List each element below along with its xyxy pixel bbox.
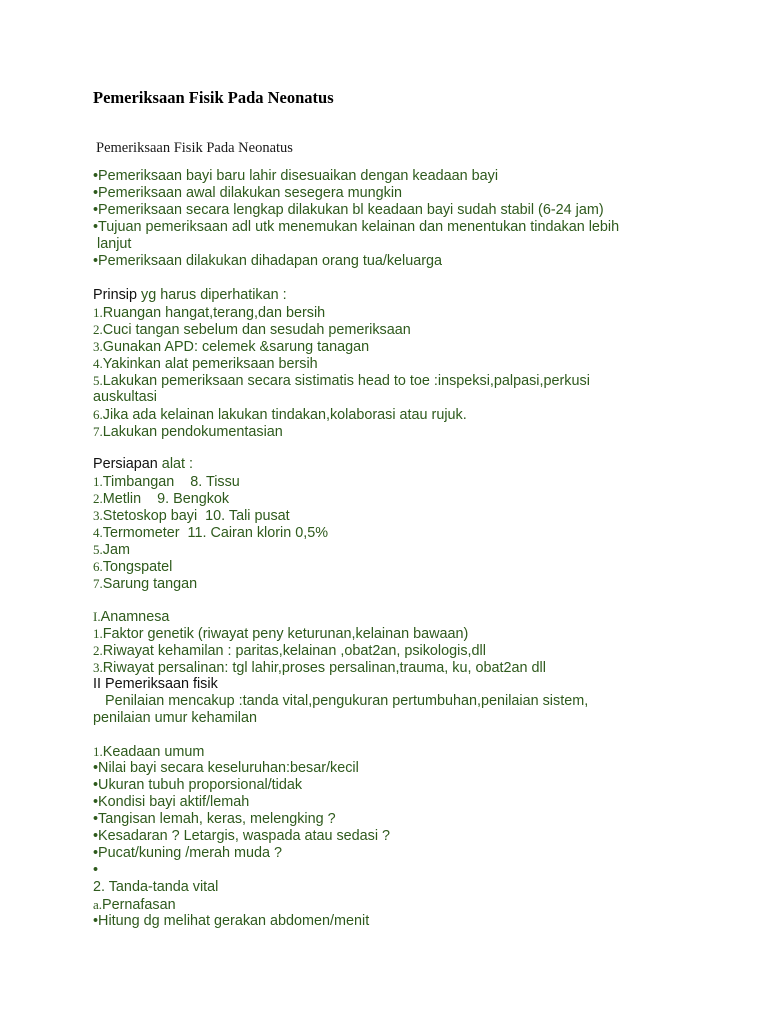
section-heading-pemeriksaan-fisik: II Pemeriksaan fisik (93, 676, 218, 692)
list-item: •Tangisan lemah, keras, melengking ? (93, 811, 336, 827)
document-subtitle: Pemeriksaan Fisik Pada Neonatus (96, 140, 293, 156)
list-item: 6.Tongspatel (93, 559, 173, 575)
section-heading-tanda-vital: 2. Tanda-tanda vital (93, 879, 219, 895)
list-item: • (93, 862, 99, 878)
list-item: •Tujuan pemeriksaan adl utk menemukan kelainan dan menentukan tindakan lebih (93, 219, 620, 235)
section-heading-prinsip: Prinsip yg harus diperhatikan : (93, 287, 287, 303)
list-item: 5.Jam (93, 542, 130, 558)
list-item: 1.Timbangan 8. Tissu (93, 474, 240, 490)
list-item: 1.Ruangan hangat,terang,dan bersih (93, 305, 326, 321)
list-item: 3.Riwayat persalinan: tgl lahir,proses persalinan,trauma, ku, obat2an dll (93, 660, 546, 676)
list-item: •Pemeriksaan bayi baru lahir disesuaikan dengan keadaan bayi (93, 168, 499, 184)
document-title: Pemeriksaan Fisik Pada Neonatus (93, 88, 334, 107)
list-item: 6.Jika ada kelainan lakukan tindakan,kolaborasi atau rujuk. (93, 407, 467, 423)
list-item: •Ukuran tubuh proporsional/tidak (93, 777, 303, 793)
list-item: •Pucat/kuning /merah muda ? (93, 845, 283, 861)
section-heading-persiapan: Persiapan alat : (93, 456, 194, 472)
list-item: •Kesadaran ? Letargis, waspada atau sedasi ? (93, 828, 391, 844)
list-item: 2.Metlin 9. Bengkok (93, 491, 230, 507)
list-item: •Hitung dg melihat gerakan abdomen/menit (93, 913, 370, 929)
list-item: 4.Yakinkan alat pemeriksaan bersih (93, 356, 318, 372)
list-item: •Nilai bayi secara keseluruhan:besar/kecil (93, 760, 359, 776)
list-item: 5.Lakukan pemeriksaan secara sistimatis head to toe :inspeksi,palpasi,perkusi (93, 373, 590, 389)
list-item: •Kondisi bayi aktif/lemah (93, 794, 250, 810)
section-heading-anamnesa: I.Anamnesa (93, 609, 170, 625)
list-item: 3.Stetoskop bayi 10. Tali pusat (93, 508, 290, 524)
list-item-continuation: auskultasi (93, 389, 157, 405)
section-description: penilaian umur kehamilan (93, 710, 257, 726)
subsection-heading-pernafasan: a.Pernafasan (93, 897, 176, 913)
list-item: 3.Gunakan APD: celemek &sarung tanagan (93, 339, 370, 355)
list-item-continuation: lanjut (97, 236, 132, 252)
section-description: Penilaian mencakup :tanda vital,pengukuran pertumbuhan,penilaian sistem, (93, 693, 589, 709)
list-item: 4.Termometer 11. Cairan klorin 0,5% (93, 525, 329, 541)
list-item: 1.Faktor genetik (riwayat peny keturunan,kelainan bawaan) (93, 626, 469, 642)
list-item: 7.Lakukan pendokumentasian (93, 424, 283, 440)
list-item: •Pemeriksaan awal dilakukan sesegera mungkin (93, 185, 403, 201)
list-item: 7.Sarung tangan (93, 576, 198, 592)
list-item: 2.Cuci tangan sebelum dan sesudah pemeriksaan (93, 322, 411, 338)
list-item: 2.Riwayat kehamilan : paritas,kelainan ,obat2an, psikologis,dll (93, 643, 486, 659)
section-heading-keadaan-umum: 1.Keadaan umum (93, 744, 205, 760)
list-item: •Pemeriksaan dilakukan dihadapan orang tua/keluarga (93, 253, 443, 269)
list-item: •Pemeriksaan secara lengkap dilakukan bl keadaan bayi sudah stabil (6-24 jam) (93, 202, 604, 218)
